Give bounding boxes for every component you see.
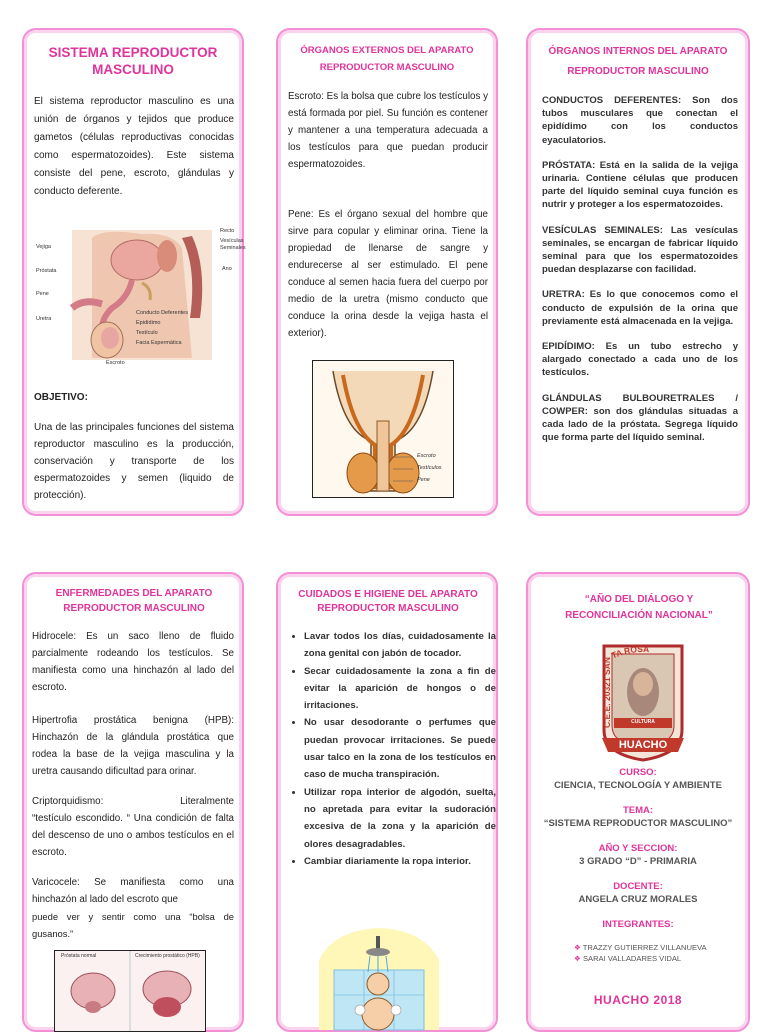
vesiculas-text: VESÍCULAS SEMINALES: Las vesículas seminales, se encargan de fabricar líquido seminal para que los espermatozoides puedan desplazarse con facilidad. [542,224,738,276]
label-pene: Pene [36,291,49,297]
panel-organos-internos [526,28,750,516]
external-organs-figure [312,360,454,498]
label-conducto: Conducto Deferentes [136,310,188,316]
shower-figure [314,920,444,1030]
hpb-illustration [55,951,205,1031]
label-testiculo: Testículo [136,330,158,336]
panel-title: ENFERMEDADES DEL APARATO REPRODUCTOR MASCULINO [55,588,213,614]
hpb-figure [54,950,206,1032]
care-item: • Lavar todos los días, cuidadosamente la zona genital con jabón de tocador. [304,628,496,663]
care-item: • Cambiar diariamente la ropa interior. [304,853,496,870]
panel-title: CUIDADOS E HIGIENE DEL APARATO REPRODUCTOR MASCULINO [298,589,478,614]
epididimo-text: EPIDÍDIMO: Es un tubo estrecho y alargado conectado a cada uno de los testículos. [542,341,738,379]
seal-ribbon-text: HUACHO [618,739,668,751]
escroto-text: Escroto: Es la bolsa que cubre los testículos y está formada por piel. Su función es contener y mantener a una temperatura adecuada a los testículos para que puedan producir espermatozoides. [288,91,488,170]
care-list [288,628,496,870]
integrante: ❖ TRAZZY GUTIERREZ VILLANUEVA [574,943,707,952]
tema-label: TEMA: [622,805,654,816]
footer-city-year: HUACHO 2018 [593,993,683,1007]
care-item: • Utilizar ropa interior de algodón, suelta, no apretada para evitar la sudoración excesiva de la zona y la aparición de olores desagradables. [304,784,496,853]
panel-title: SISTEMA REPRODUCTOR MASCULINO [48,45,218,77]
label-hpb: Crecimiento prostático (HPB) [135,953,200,959]
label-ano: Ano [222,266,232,272]
care-item: • No usar desodorante o perfumes que puedan provocar irritaciones. Se puede usar talco en la zona de los testículos en caso de mucha transpiración. [304,714,496,783]
pene-text: Pene: Es el órgano sexual del hombre que sirve para copular y eliminar orina. Tiene la propiedad de llenarse de sangre y endurecerse al ser estimulado. El pene conduce al semen hacia fuera del cuerpo por medio de la uretra (mismo conducto que conduce la orina desde la vejiga hasta el exterior). [288,209,488,339]
criptorquidismo-literal: Literalmente [180,796,234,807]
varicocele-desc-2: puede ver y sentir como una “bolsa de gusanos.” [32,911,234,939]
glandulas-text: GLÁNDULAS BULBOURETRALES / COWPER: son dos glándulas situadas a cada lado de la próstata. Segrega líquido que forma parte del líquido seminal. [542,392,738,444]
panel-cuidados-higiene [276,572,498,1032]
docente-value: ANGELA CRUZ MORALES [578,894,698,905]
integrante: ❖ SARAI VALLADARES VIDAL [574,954,682,963]
panel-sistema-reproductor [22,28,244,516]
varicocele-desc: Varicocele: Se manifiesta como una hinchazón al lado del escroto que [32,877,234,905]
curso-label: CURSO: [619,767,657,778]
label-vejiga: Vejiga [36,244,51,250]
panel-cover [526,572,750,1032]
anio-value: 3 GRADO “D” - PRIMARIA [579,856,697,867]
curso-value: CIENCIA, TECNOLOGÍA Y AMBIENTE [554,780,722,791]
integrantes-label: INTEGRANTES: [602,919,674,930]
external-organs-illustration [313,361,453,497]
internal-organs-list [542,94,738,456]
varicocele-text [32,874,234,942]
panel-organos-externos [276,28,498,516]
conductos-deferentes-text: CONDUCTOS DEFERENTES: Son dos tubos musculares que conectan el epidídimo con los conductos eyaculatorios. [542,95,738,146]
motto: “AÑO DEL DIÁLOGO Y RECONCILIACIÓN NACIONAL” [565,594,713,621]
care-item: • Secar cuidadosamente la zona a fin de evitar la aparición de hongos o de irritaciones. [304,663,496,715]
panel-title: ÓRGANOS EXTERNOS DEL APARATO REPRODUCTOR MASCULINO [300,45,474,73]
seal-band-text: CULTURA [631,719,655,725]
shower-illustration [314,920,444,1030]
criptorquidismo-term: Criptorquidismo: [32,796,104,807]
criptorquidismo-text [32,793,234,861]
objetivo-text: Una de las principales funciones del sistema reproductor masculino es la producción, conservación y transporte de los espermatozoides y semen (liquido de protección). [34,422,234,501]
seal-arc-label: C.E.E. 20321 SANTA ROSA [602,643,650,728]
label-epididimo: Epidídimo [136,320,161,326]
criptorquidismo-desc: “testículo escondido. “ Una condición de falta del descenso de uno o ambos testículos en el escroto. [32,813,234,858]
label-pene: Pene [417,477,430,483]
panel-enfermedades [22,572,244,1032]
panel-title: ÓRGANOS INTERNOS DEL APARATO REPRODUCTOR MASCULINO [548,46,728,77]
label-escroto: Escroto [417,453,436,459]
label-prostata: Próstata [36,268,57,274]
uretra-text: URETRA: Es lo que conocemos como el conducto de expulsión de la orina que previamente está almacenada en la vejiga. [542,289,738,327]
anatomy-figure [32,228,246,370]
prostata-text: PRÓSTATA: Está en la salida de la vejiga urinaria. Contiene células que producen parte del líquido seminal cuya función es nutrir y proteger a los espermatozoides. [542,159,738,211]
label-escroto: Escroto [106,360,125,366]
anatomy-illustration [32,228,246,370]
label-vesiculas: Vesículas Seminales [220,238,246,251]
label-prostata-normal: Próstata normal [61,953,97,959]
hpb-text: Hipertrofia prostática benigna (HPB): Hinchazón de la glándula prostática que rodea la base de la vejiga masculina y la uretra causando dificultad para orinar. [32,715,234,777]
docente-label: DOCENTE: [613,881,663,892]
objetivo-title: OBJETIVO: [34,392,88,403]
hidrocele-text: Hidrocele: Es un saco lleno de fluido parcialmente rodeando los testículos. Se manifiesta como una hinchazón al lado del escroto. [32,631,234,693]
integrantes-list [574,942,744,964]
intro-text: El sistema reproductor masculino es una unión de órganos y tejidos que produce gametos (células reproductivas conocidas como espermatozoides). Este sistema consiste del pene, escroto, glándulas y conducto deferente. [34,96,234,197]
anio-label: AÑO Y SECCION: [598,843,678,854]
label-testiculos: Testículos [417,465,442,471]
school-seal [598,640,688,762]
tema-value: “SISTEMA REPRODUCTOR MASCULINO” [543,818,733,829]
label-uretra: Uretra [36,316,52,322]
label-recto: Recto [220,228,235,234]
label-fascia: Facia Espermática [136,340,182,346]
